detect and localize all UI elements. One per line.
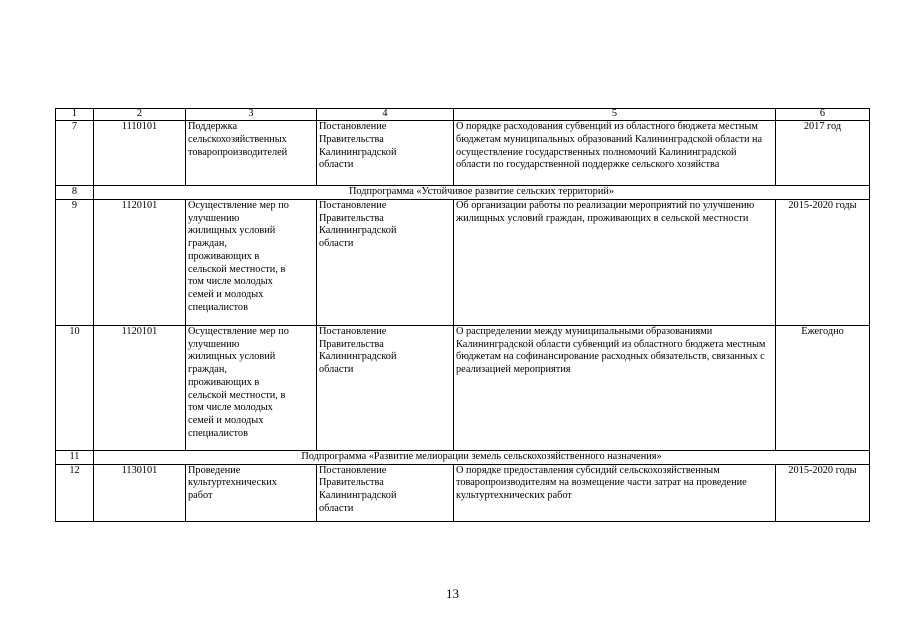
subprogram-title: Подпрограмма «Устойчивое развитие сельских территорий»: [94, 186, 870, 200]
row-code: 1120101: [94, 199, 186, 325]
row-measure: Осуществление мер по улучшению жилищных условий граждан, проживающих в сельской местности, в том числе молодых семей и молодых специалистов: [186, 199, 317, 325]
table-row: [56, 121, 870, 186]
column-header-3: 3: [186, 109, 317, 121]
row-term: 2015-2020 годы: [776, 199, 870, 325]
row-measure: Осуществление мер по улучшению жилищных условий граждан, проживающих в сельской местности, в том числе молодых семей и молодых специалистов: [186, 325, 317, 450]
subprogram-number: 11: [56, 450, 94, 464]
row-act-type: Постановление Правительства Калининградской области: [317, 199, 454, 325]
subprogram-number: 8: [56, 186, 94, 200]
row-number: 7: [56, 121, 94, 186]
row-measure: Проведение культуртехнических работ: [186, 464, 317, 521]
table-row: [56, 325, 870, 450]
row-code: 1130101: [94, 464, 186, 521]
column-header-2: 2: [94, 109, 186, 121]
row-number: 10: [56, 325, 94, 450]
row-subject: О порядке предоставления субсидий сельскохозяйственным товаропроизводителям на возмещение части затрат на проведение культуртехнических работ: [454, 464, 776, 521]
subprogram-title: Подпрограмма «Развитие мелиорации земель сельскохозяйственного назначения»: [94, 450, 870, 464]
column-header-1: 1: [56, 109, 94, 121]
header-row: [56, 109, 870, 121]
row-act-type: Постановление Правительства Калининградской области: [317, 121, 454, 186]
row-subject: Об организации работы по реализации мероприятий по улучшению жилищных условий граждан, проживающих в сельской местности: [454, 199, 776, 325]
column-header-6: 6: [776, 109, 870, 121]
row-act-type: Постановление Правительства Калининградской области: [317, 325, 454, 450]
row-term: Ежегодно: [776, 325, 870, 450]
row-term: 2015-2020 годы: [776, 464, 870, 521]
regulatory-acts-table: [55, 108, 870, 522]
table-row: [56, 199, 870, 325]
row-number: 12: [56, 464, 94, 521]
row-code: 1110101: [94, 121, 186, 186]
table-row: [56, 464, 870, 521]
row-term: 2017 год: [776, 121, 870, 186]
subprogram-row: [56, 450, 870, 464]
column-header-5: 5: [454, 109, 776, 121]
subprogram-row: [56, 186, 870, 200]
row-subject: О порядке расходования субвенций из областного бюджета местным бюджетам муниципальных образований Калининградской области на осуществление государственных полномочий Калининградской области по государственной поддержке сельского хозяйства: [454, 121, 776, 186]
page-number: 13: [446, 586, 459, 601]
column-header-4: 4: [317, 109, 454, 121]
row-measure: Поддержка сельскохозяйственных товаропроизводителей: [186, 121, 317, 186]
row-act-type: Постановление Правительства Калининградской области: [317, 464, 454, 521]
row-number: 9: [56, 199, 94, 325]
row-code: 1120101: [94, 325, 186, 450]
row-subject: О распределении между муниципальными образованиями Калининградской области субвенций из областного бюджета местным бюджетам на софинансирование расходных обязательств, связанных с реализацией мероприятия: [454, 325, 776, 450]
